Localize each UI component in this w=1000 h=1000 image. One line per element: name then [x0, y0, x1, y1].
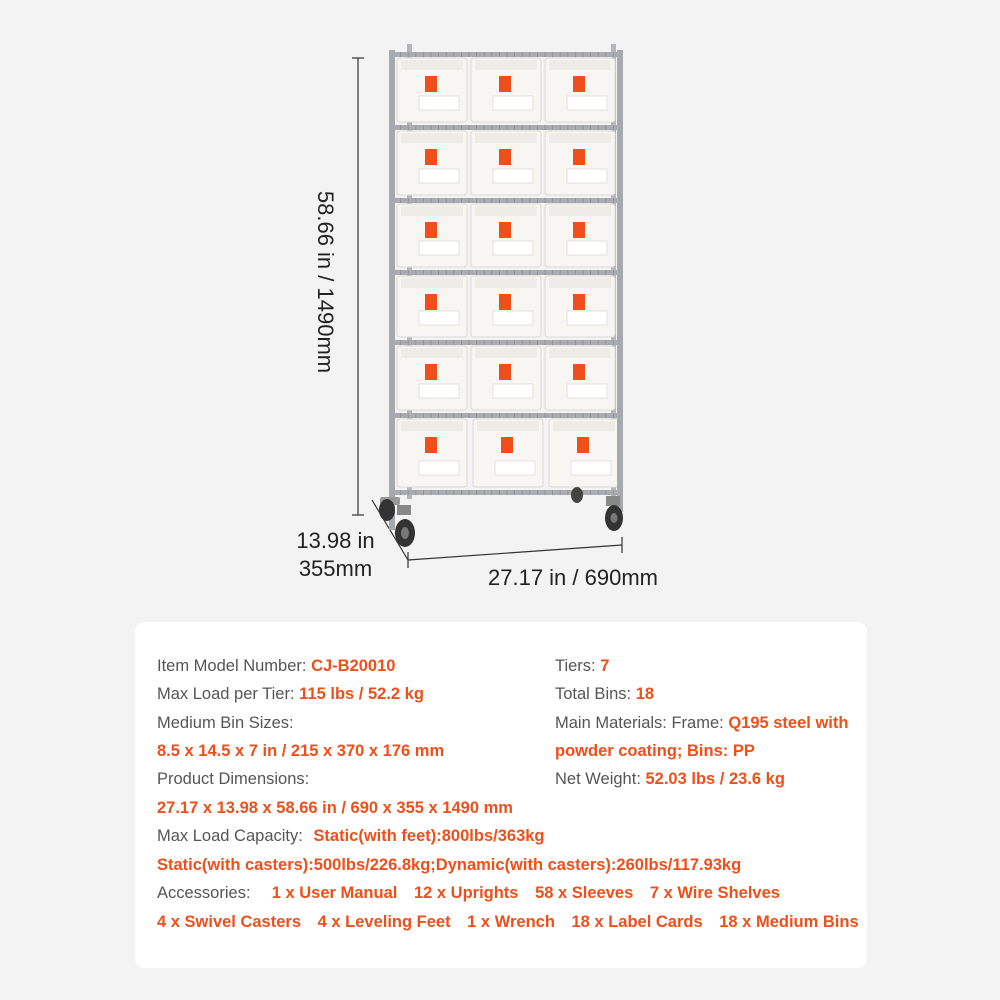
spec-label: Tiers:: [555, 657, 596, 675]
spec-value: 27.17 x 13.98 x 58.66 in / 690 x 355 x 1490 mm: [157, 799, 513, 817]
spec-capacity-value: [157, 855, 741, 875]
wire-shelf: [391, 270, 621, 275]
spec-value: 52.03 lbs / 23.6 kg: [645, 770, 785, 788]
storage-bin: [545, 276, 615, 337]
depth-millimeters: 355mm: [298, 556, 373, 581]
depth-inches: 13.98 in: [296, 528, 375, 553]
wire-shelf: [391, 490, 621, 495]
spec-dimensions: [157, 769, 309, 789]
spec-net-weight: [555, 769, 785, 789]
spec-tiers: [555, 656, 609, 676]
vevor-logo: [573, 222, 585, 238]
vevor-logo: [573, 76, 585, 92]
spec-bin-sizes-value: [157, 741, 444, 761]
vevor-logo: [425, 437, 437, 453]
storage-bin: [471, 204, 541, 267]
height-dimension-line: [352, 58, 364, 515]
storage-bin: [397, 58, 467, 122]
vevor-logo: [499, 294, 511, 310]
vevor-logo: [425, 222, 437, 238]
storage-bin: [471, 346, 541, 410]
spec-value: 115 lbs / 52.2 kg: [299, 685, 424, 703]
spec-value: Static(with casters):500lbs/226.8kg;Dynamic(with casters):260lbs/117.93kg: [157, 856, 742, 874]
storage-bin: [471, 58, 541, 122]
spec-value: 8.5 x 14.5 x 7 in / 215 x 370 x 176 mm: [157, 742, 445, 760]
accessory-item: 4 x Swivel Casters: [157, 913, 302, 931]
spec-total-bins: [555, 684, 654, 704]
accessory-item: 18 x Label Cards: [571, 913, 703, 931]
storage-bin: [397, 131, 467, 195]
spec-label: Main Materials: Frame:: [555, 714, 724, 732]
spec-accessories: [157, 883, 780, 903]
storage-bin: [545, 131, 615, 195]
spec-value: 7: [600, 657, 610, 675]
height-dimension-label: 58.66 in / 1490mm: [313, 190, 339, 374]
storage-bin: [397, 419, 467, 487]
accessory-item: 1 x User Manual: [271, 884, 398, 902]
spec-label: Max Load per Tier:: [157, 685, 295, 703]
storage-bin: [397, 204, 467, 267]
storage-bin: [545, 346, 615, 410]
spec-materials: [555, 713, 848, 733]
spec-max-load-tier: [157, 684, 424, 704]
storage-bin: [545, 58, 615, 122]
spec-model: [157, 656, 395, 676]
wire-shelf: [391, 52, 621, 57]
wire-shelf: [391, 413, 621, 418]
storage-bin: [397, 346, 467, 410]
spec-value: Static(with feet):800lbs/363kg: [313, 827, 545, 845]
accessory-item: 7 x Wire Shelves: [649, 884, 780, 902]
accessory-item: 12 x Uprights: [413, 884, 519, 902]
wire-shelf: [391, 125, 621, 130]
depth-dimension-label: [288, 527, 383, 583]
wire-shelf: [391, 340, 621, 345]
storage-bin: [545, 204, 615, 267]
width-dimension-label: 27.17 in / 690mm: [488, 565, 658, 590]
spec-value: CJ-B20010: [311, 657, 396, 675]
accessory-item: 58 x Sleeves: [535, 884, 634, 902]
caster-wheel-icon: [379, 487, 623, 547]
accessory-item: 4 x Leveling Feet: [317, 913, 451, 931]
spec-bin-sizes: [157, 713, 294, 733]
vevor-logo: [573, 364, 585, 380]
vevor-logo: [425, 364, 437, 380]
storage-bin: [397, 276, 467, 337]
accessory-item: 1 x Wrench: [467, 913, 555, 931]
spec-capacity: [157, 826, 545, 846]
spec-label: Max Load Capacity:: [157, 827, 303, 845]
vevor-logo: [499, 222, 511, 238]
vevor-logo: [577, 437, 589, 453]
storage-bin: [471, 131, 541, 195]
spec-value: Q195 steel with: [728, 714, 849, 732]
vevor-logo: [425, 149, 437, 165]
vevor-logo: [499, 364, 511, 380]
spec-label: Net Weight:: [555, 770, 641, 788]
spec-card: [135, 622, 867, 968]
vevor-logo: [499, 76, 511, 92]
spec-accessories-line2: [157, 912, 859, 932]
spec-label: Medium Bin Sizes:: [157, 714, 294, 732]
storage-bin: [471, 276, 541, 337]
spec-value: 18: [635, 685, 655, 703]
accessory-item: 18 x Medium Bins: [719, 913, 859, 931]
spec-label: Total Bins:: [555, 685, 632, 703]
storage-bin: [473, 419, 543, 487]
spec-dimensions-value: [157, 798, 513, 818]
spec-label: Accessories:: [157, 884, 251, 902]
vevor-logo: [501, 437, 513, 453]
storage-bin: [549, 419, 619, 487]
width-dimension-line: [408, 537, 622, 568]
spec-label: Item Model Number:: [157, 657, 307, 675]
vevor-logo: [425, 294, 437, 310]
spec-value: powder coating; Bins: PP: [555, 742, 755, 760]
spec-label: Product Dimensions:: [157, 770, 310, 788]
vevor-logo: [573, 149, 585, 165]
spec-materials-value: [555, 741, 755, 761]
vevor-logo: [573, 294, 585, 310]
vevor-logo: [425, 76, 437, 92]
wire-shelf: [391, 198, 621, 203]
vevor-logo: [499, 149, 511, 165]
